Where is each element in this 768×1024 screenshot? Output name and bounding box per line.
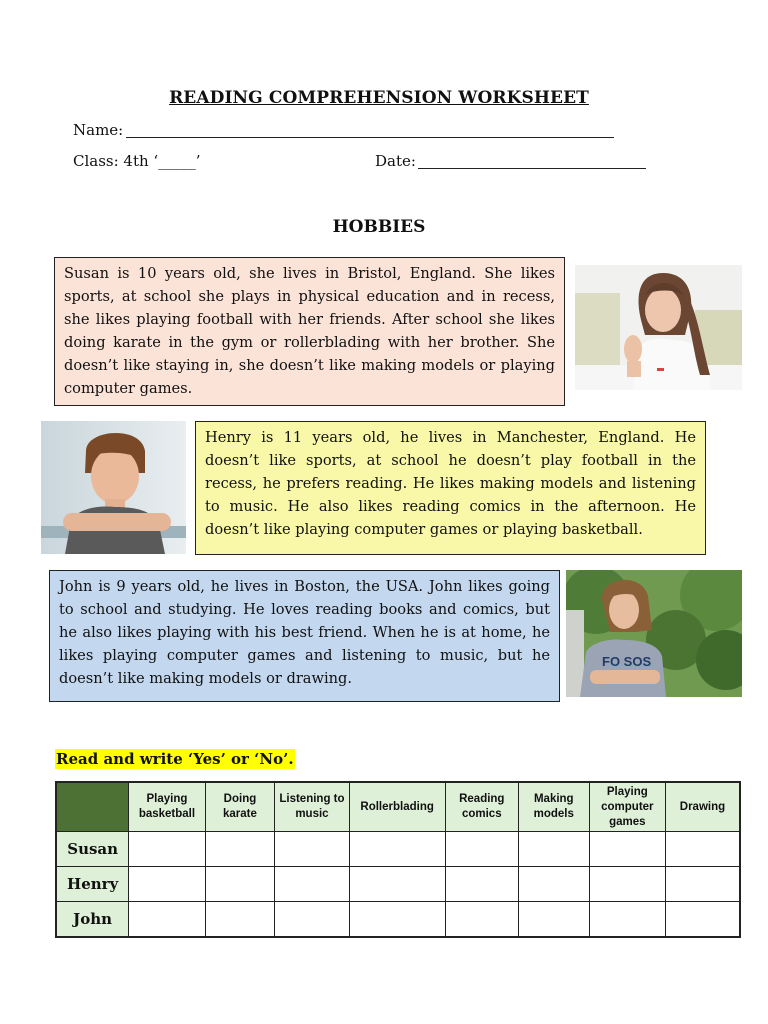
name-line[interactable] [126,137,614,138]
answer-cell[interactable] [665,902,740,938]
susan-photo [575,265,742,390]
john-passage: John is 9 years old, he lives in Boston, the USA. John likes going to school and studying. He loves reading books and comics, but he also likes playing with his best friend. When he is at home, he likes playing computer games and listening to music, but he doesn’t like making models or drawing. [49,570,560,702]
column-header: Drawing [665,782,740,832]
table-corner-cell [56,782,129,832]
answer-cell[interactable] [275,867,349,902]
class-label: Class: 4th ‘_____’ [73,152,201,170]
row-label: Henry [56,867,129,902]
row-label: Susan [56,832,129,867]
answer-cell[interactable] [275,902,349,938]
svg-text:FO SOS: FO SOS [602,654,652,669]
answer-cell[interactable] [518,902,589,938]
row-label: John [56,902,129,938]
henry-passage: Henry is 11 years old, he lives in Manchester, England. He doesn’t like sports, at school he doesn’t play football in the recess, he prefers reading. He likes making models and listening to music. He also likes reading comics in the afternoon. He doesn’t like playing computer games or playing basketball. [195,421,706,555]
answer-cell[interactable] [205,867,275,902]
answer-cell[interactable] [129,867,205,902]
table-row [56,832,740,867]
answer-cell[interactable] [445,902,518,938]
worksheet-title: READING COMPREHENSION WORKSHEET [169,88,589,108]
table-header-row [56,782,740,832]
answer-cell[interactable] [275,832,349,867]
column-header: Reading comics [445,782,518,832]
john-photo [566,570,742,697]
table-row [56,867,740,902]
answer-cell[interactable] [445,867,518,902]
answer-cell[interactable] [349,832,445,867]
answer-cell[interactable] [518,867,589,902]
answer-cell[interactable] [205,832,275,867]
answer-cell[interactable] [665,867,740,902]
answer-cell[interactable] [589,832,665,867]
henry-photo [41,421,186,554]
answer-cell[interactable] [665,832,740,867]
section-heading: HOBBIES [332,217,426,237]
column-header: Playing computer games [589,782,665,832]
answer-cell[interactable] [349,902,445,938]
column-header: Playing basketball [129,782,205,832]
answer-cell[interactable] [589,867,665,902]
date-line[interactable] [418,168,646,169]
date-label: Date: [375,152,416,170]
answer-cell[interactable] [129,902,205,938]
column-header: Making models [518,782,589,832]
answer-table [55,781,741,938]
column-header: Listening to music [275,782,349,832]
column-header: Doing karate [205,782,275,832]
answer-cell[interactable] [445,832,518,867]
name-label: Name: [73,121,124,139]
answer-cell[interactable] [205,902,275,938]
answer-cell[interactable] [518,832,589,867]
instruction-text: Read and write ‘Yes’ or ‘No’. [56,750,294,768]
answer-cell[interactable] [129,832,205,867]
susan-passage: Susan is 10 years old, she lives in Bristol, England. She likes sports, at school she plays in physical education and in recess, she likes playing football with her friends. After school she likes doing karate in the gym or rollerblading with her brother. She doesn’t like staying in, she doesn’t like making models or playing computer games. [54,257,565,406]
table-row [56,902,740,938]
answer-cell[interactable] [589,902,665,938]
answer-cell[interactable] [349,867,445,902]
column-header: Rollerblading [349,782,445,832]
